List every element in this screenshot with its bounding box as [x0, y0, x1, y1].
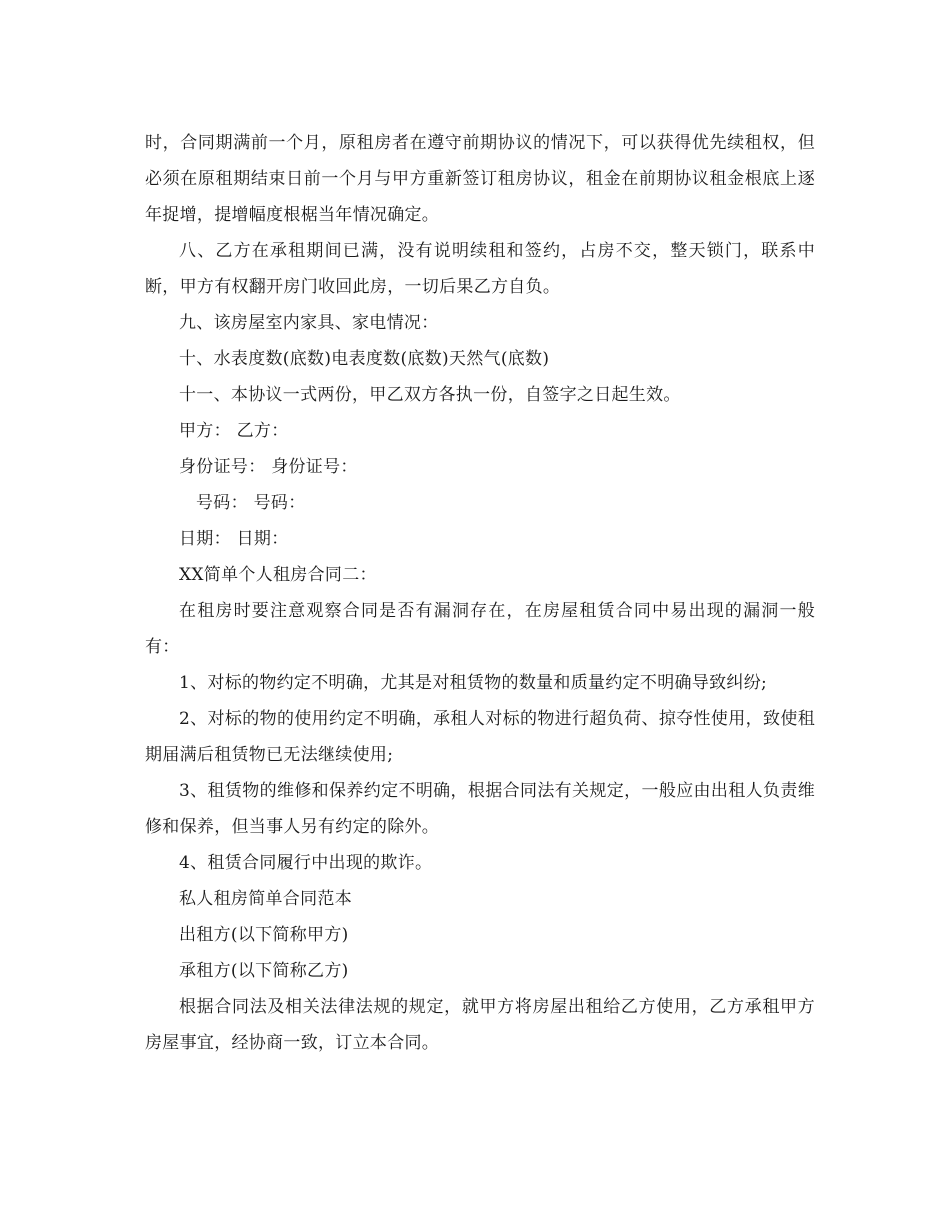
lessor-line: 出租方(以下简称甲方): [179, 925, 349, 945]
date-line: 日期： 日期：: [179, 529, 289, 549]
list-item-loophole-1: 1、对标的物约定不明确，尤其是对租赁物的数量和质量约定不明确导致纠纷;: [179, 673, 768, 693]
paragraph-clause-10: 十、水表度数(底数)电表度数(底数)天然气(底数): [179, 349, 550, 369]
section-heading-template: 私人租房简单合同范本: [179, 889, 352, 909]
paragraph-clause-8: 八、乙方在承租期间已满，没有说明续租和签约，占房不交，整天锁门，联系中断，甲方有权翻开房门收回此房，一切后果乙方自负。: [145, 241, 815, 297]
phone-number-line: 号码： 号码：: [196, 493, 306, 513]
paragraph-clause-9: 九、该房屋室内家具、家电情况：: [179, 313, 439, 333]
document-body: [145, 125, 815, 1061]
list-item-loophole-2: 2、对标的物的使用约定不明确，承租人对标的物进行超负荷、掠夺性使用，致使租期届满后租赁物已无法继续使用;: [145, 709, 815, 765]
paragraph-renewal-continued: 时，合同期满前一个月，原租房者在遵守前期协议的情况下，可以获得优先续租权，但必须在原租期结束日前一个月与甲方重新签订租房协议，租金在前期协议租金根底上逐年捉增，提增幅度根椐当年情况确定。: [145, 133, 815, 225]
paragraph-loophole-intro: 在租房时要注意观察合同是否有漏洞存在，在房屋租赁合同中易出现的漏洞一般有：: [145, 601, 815, 657]
paragraph-clause-11: 十一、本协议一式两份，甲乙双方各执一份，自签字之日起生效。: [179, 385, 681, 405]
id-number-line: 身份证号： 身份证号：: [179, 457, 358, 477]
section-heading-contract-two: XX简单个人租房合同二：: [179, 565, 377, 585]
list-item-loophole-4: 4、租赁合同履行中出现的欺诈。: [179, 853, 433, 873]
signature-parties-line: 甲方： 乙方：: [179, 421, 289, 441]
list-item-loophole-3: 3、租赁物的维修和保养约定不明确，根据合同法有关规定，一般应由出租人负责维修和保养，但当事人另有约定的除外。: [145, 781, 815, 837]
lessee-line: 承租方(以下简称乙方): [179, 961, 349, 981]
paragraph-preamble: 根据合同法及相关法律法规的规定，就甲方将房屋出租给乙方使用，乙方承租甲方房屋事宜，经协商一致，订立本合同。: [145, 997, 815, 1053]
